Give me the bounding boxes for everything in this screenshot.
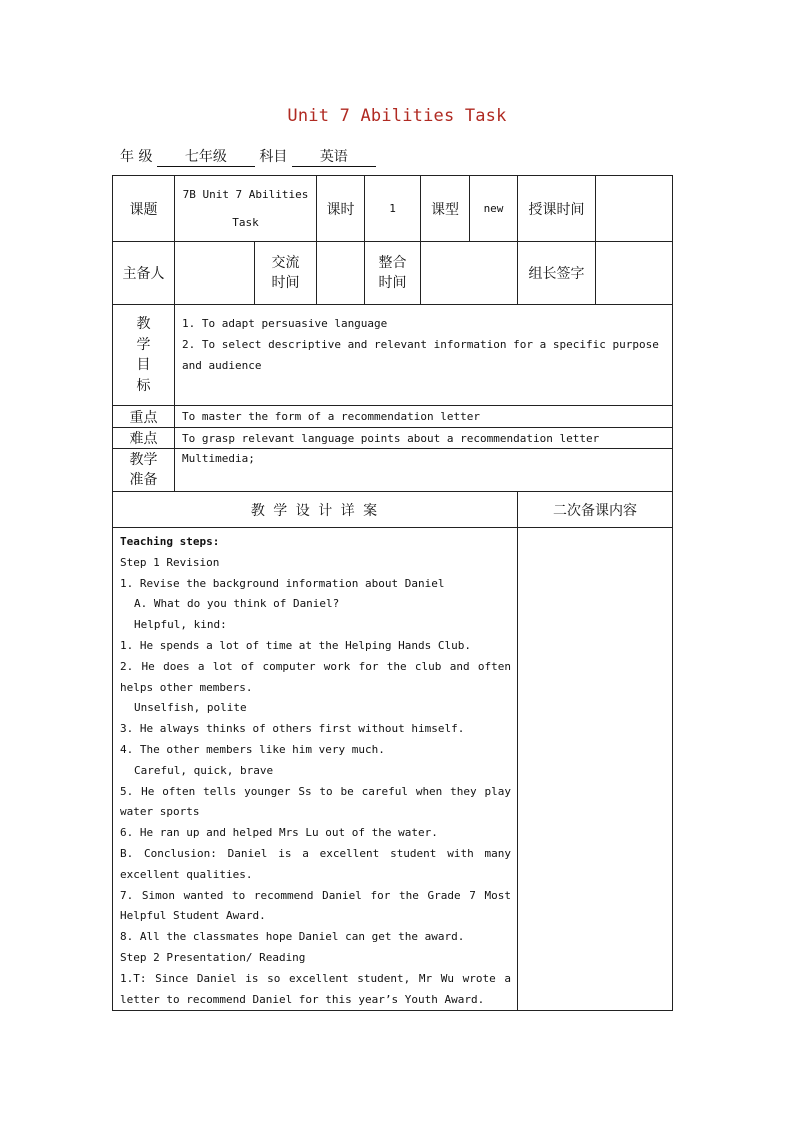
type-value: new <box>470 176 518 242</box>
exchange-time-value <box>317 242 365 305</box>
step-line: 2. He does a lot of computer work for the club and often helps other members. <box>120 659 511 694</box>
period-label: 课时 <box>317 176 365 242</box>
step-line: 1.T: Since Daniel is so excellent student, Mr Wu wrote a letter to recommend Daniel for this year’s Youth Award. <box>120 971 511 1006</box>
objectives-label-char: 目 <box>136 357 151 373</box>
preparation-row <box>113 449 673 492</box>
objectives-label-char: 学 <box>136 336 151 353</box>
time-label: 授课时间 <box>518 176 596 242</box>
preparation-label <box>113 449 175 492</box>
teaching-steps <box>113 528 518 1011</box>
preparer-value <box>175 242 255 305</box>
integrate-time-value <box>421 242 518 305</box>
page-title: Unit 7 Abilities Task <box>287 106 507 126</box>
step-line: 7. Simon wanted to recommend Daniel for the Grade 7 Most Helpful Student Award. <box>120 888 511 923</box>
leader-signature-value <box>596 242 673 305</box>
integrate-label-1: 整合 <box>378 255 407 271</box>
second-prep-content <box>518 528 673 1011</box>
step-line: Step 1 Revision <box>120 555 220 569</box>
step-line: 1. Revise the background information about Daniel <box>120 576 445 590</box>
difficulty-value: To grasp relevant language points about a recommendation letter <box>175 428 673 449</box>
preparer-label: 主备人 <box>113 242 175 305</box>
step-line: Unselfish, polite <box>134 701 247 715</box>
objectives-label-char: 教 <box>136 316 151 332</box>
step-line: Careful, quick, brave <box>134 763 274 777</box>
step-line: 8. All the classmates hope Daniel can get the award. <box>120 930 465 944</box>
step-line: Teaching steps: <box>120 535 220 548</box>
objective-line: 2. To select descriptive and relevant information for a specific purpose <box>182 338 659 351</box>
key-point-value: To master the form of a recommendation letter <box>175 406 673 428</box>
exchange-label-2: 时间 <box>271 275 300 291</box>
step-line: 5. He often tells younger Ss to be careful when they play water sports <box>120 784 511 819</box>
topic-value-line1: 7B Unit 7 Abilities <box>182 187 309 201</box>
period-value: 1 <box>365 176 421 242</box>
header-row <box>113 176 673 242</box>
step-line: B. Conclusion: Daniel is a excellent student with many excellent qualities. <box>120 846 511 881</box>
subject-label: 科目 <box>259 149 288 165</box>
objectives-label <box>113 305 175 406</box>
preparation-label-2: 准备 <box>129 472 158 488</box>
leader-signature-label: 组长签字 <box>518 242 596 305</box>
preparer-row <box>113 242 673 305</box>
design-header-row <box>113 492 673 528</box>
design-content-row <box>113 528 673 1011</box>
step-line: Step 2 Presentation/ Reading <box>120 950 306 964</box>
step-line: A. What do you think of Daniel? <box>134 597 340 611</box>
objectives-row <box>113 305 673 406</box>
topic-value <box>175 176 317 242</box>
subject-value: 英语 <box>292 148 376 167</box>
objective-line: and audience <box>182 359 262 372</box>
topic-label: 课题 <box>113 176 175 242</box>
key-point-row <box>113 406 673 428</box>
preparation-value: Multimedia; <box>175 449 673 492</box>
grade-value: 七年级 <box>157 148 255 167</box>
difficulty-label: 难点 <box>113 428 175 449</box>
time-value <box>596 176 673 242</box>
key-point-label: 重点 <box>113 406 175 428</box>
integrate-label-2: 时间 <box>378 275 407 291</box>
step-line: 6. He ran up and helped Mrs Lu out of the water. <box>120 826 438 840</box>
exchange-time-label <box>255 242 317 305</box>
objectives-content <box>175 305 673 406</box>
objectives-label-char: 标 <box>136 377 151 394</box>
step-line: Helpful, kind: <box>134 618 227 632</box>
integrate-time-label <box>365 242 421 305</box>
grade-label: 年 级 <box>120 149 153 165</box>
second-prep-header: 二次备课内容 <box>518 492 673 528</box>
step-line: 4. The other members like him very much. <box>120 742 385 756</box>
step-line: 1. He spends a lot of time at the Helping Hands Club. <box>120 638 471 652</box>
design-header: 教 学 设 计 详 案 <box>113 492 518 528</box>
step-line: 3. He always thinks of others first without himself. <box>120 722 465 736</box>
lesson-plan-table <box>112 175 673 1011</box>
exchange-label-1: 交流 <box>271 255 300 271</box>
objective-line: 1. To adapt persuasive language <box>182 317 388 330</box>
difficulty-row <box>113 428 673 449</box>
topic-value-line2: Task <box>232 215 259 229</box>
type-label: 课型 <box>421 176 470 242</box>
preparation-label-1: 教学 <box>129 452 158 468</box>
lesson-meta <box>120 146 376 167</box>
